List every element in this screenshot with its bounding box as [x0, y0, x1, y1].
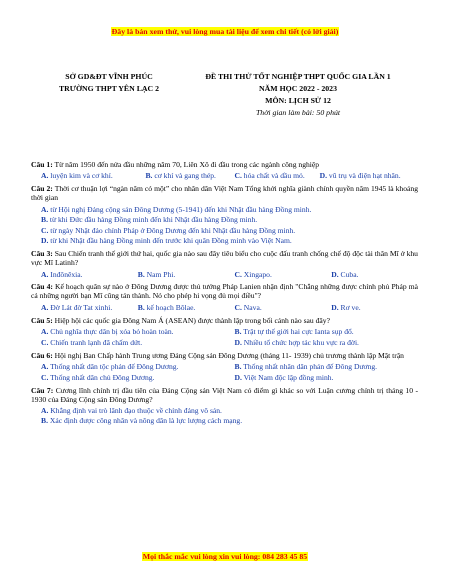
question-list [31, 161, 418, 430]
subject: MÔN: LỊCH SỬ 12 [265, 96, 331, 106]
option-text: Cuba. [340, 269, 359, 279]
question-label: Câu 2: [31, 184, 53, 194]
answer-option[interactable] [31, 237, 418, 246]
answer-option[interactable] [321, 304, 418, 313]
option-text: Khẳng định vai trò lãnh đạo thuộc về chính đảng vô sản. [50, 405, 222, 415]
answer-option[interactable] [31, 407, 418, 416]
answer-options [31, 363, 418, 384]
answer-option[interactable] [225, 328, 419, 337]
option-letter: D. [234, 337, 242, 347]
question [31, 161, 418, 170]
question [31, 250, 418, 268]
header-left [34, 71, 184, 95]
answer-option[interactable] [31, 271, 128, 280]
question-text: Thời cơ thuận lợi “ngàn năm có một” cho nhân dân Việt Nam Tổng khởi nghĩa giành chính quyền năm 1945 là khoảng thời gian [31, 184, 418, 203]
answer-option[interactable] [225, 339, 419, 348]
option-letter: A. [41, 204, 49, 214]
school-year: NĂM HỌC 2022 - 2023 [259, 84, 337, 94]
answer-options [31, 271, 418, 281]
option-text: từ khi Nhật đầu hàng Đồng minh đến trước khi quân Đồng minh vào Việt Nam. [50, 236, 292, 246]
answer-option[interactable] [31, 216, 418, 225]
question [31, 352, 418, 361]
question [31, 185, 418, 203]
question-label: Câu 3: [31, 249, 53, 259]
option-letter: B. [234, 327, 242, 337]
question-text: Từ năm 1950 đến nửa đầu những năm 70, Liên Xô đi đầu trong các ngành công nghiệp [54, 160, 320, 169]
question-label: Câu 7: [31, 385, 54, 395]
answer-option[interactable] [31, 172, 135, 181]
option-letter: A. [41, 362, 49, 372]
question-text: Hiệp hội các quốc gia Đông Nam Á (ASEAN) được thành lập trong bối cảnh nào sau đây? [54, 315, 330, 325]
answer-option[interactable] [135, 172, 224, 181]
option-text: Thống nhất dân tộc phản đế Đông Dương. [50, 362, 179, 372]
answer-option[interactable] [128, 304, 225, 313]
preview-banner-text: Đây là bản xem thử, vui lòng mua tài liệu để xem chi tiết (có lời giải) [111, 27, 339, 36]
answer-option[interactable] [225, 304, 322, 313]
question-label: Câu 5: [31, 315, 53, 325]
option-letter: A. [41, 269, 49, 279]
option-text: Nam Phi. [146, 269, 176, 279]
option-text: kế hoạch Bôlae. [146, 302, 196, 312]
answer-options [31, 328, 418, 349]
answer-option[interactable] [128, 271, 225, 280]
question-label: Câu 6: [31, 350, 53, 360]
answer-option[interactable] [310, 172, 418, 181]
answer-option[interactable] [31, 227, 418, 236]
question-label: Câu 4: [31, 282, 53, 292]
option-letter: D. [319, 171, 327, 181]
question [31, 283, 418, 301]
question-text: Cương lĩnh chính trị đầu tiên của Đảng Cộng sản Việt Nam có điểm gì khác so với Luận cương chính trị tháng 10 - 1930 của Đảng Cộng sản Đông Dương? [31, 385, 418, 404]
option-text: Chiến tranh lạnh đã chấm dứt. [50, 337, 143, 347]
answer-option[interactable] [31, 339, 225, 348]
option-text: Việt Nam độc lập đồng minh. [243, 372, 334, 382]
option-letter: B. [137, 269, 145, 279]
answer-option[interactable] [31, 363, 225, 372]
option-text: Inđônêxia. [50, 269, 83, 279]
school-name: TRƯỜNG THPT YÊN LẠC 2 [58, 84, 160, 94]
contact-banner-text: Mọi thắc mắc vui lòng xin vui lòng: 084 283 45 85 [142, 552, 308, 561]
option-letter: A. [41, 171, 49, 181]
option-text: Xingapo. [243, 269, 272, 279]
answer-options [31, 172, 418, 182]
option-letter: B. [41, 416, 48, 426]
header-right [178, 71, 418, 119]
option-letter: B. [41, 215, 48, 225]
time-allowed: Thời gian làm bài: 50 phút [255, 108, 341, 118]
option-text: Chủ nghĩa thực dân bị xóa bỏ hoàn toàn. [50, 327, 174, 337]
option-text: vũ trụ và điện hạt nhân. [328, 171, 401, 181]
preview-banner [0, 27, 450, 36]
question-text: Sau Chiến tranh thế giới thứ hai, quốc gia nào sau đây tiêu biểu cho cuộc đấu tranh chống chế độ độc tài thân Mĩ ở khu vực Mĩ Latinh? [31, 249, 418, 268]
option-letter: A. [41, 302, 49, 312]
answer-option[interactable] [31, 206, 418, 215]
option-letter: C. [234, 302, 242, 312]
question-text: Kế hoạch quân sự nào ở Đông Dương được thủ tướng Pháp Lanien nhận định "Chẳng những được chính phủ Pháp mà cả những người bạn Mĩ cũng tán thành. Nó cho phép hi vọng đủ mọi điều"? [31, 282, 418, 301]
question-text: Hội nghị Ban Chấp hành Trung ương Đảng Cộng sản Đông Dương (tháng 11- 1939) chủ trương thành lập Mặt trận [54, 350, 404, 360]
answer-option[interactable] [225, 374, 419, 383]
option-letter: C. [234, 171, 242, 181]
answer-option[interactable] [224, 172, 309, 181]
option-text: hóa chất và dầu mỏ. [243, 171, 305, 181]
answer-option[interactable] [225, 271, 322, 280]
option-letter: D. [331, 269, 339, 279]
option-text: từ khi Đức đầu hàng Đồng minh đến khi Nhật đầu hàng Đồng minh. [49, 215, 258, 225]
option-letter: D. [331, 302, 339, 312]
answer-options [31, 304, 418, 314]
org-name: SỞ GD&ĐT VĨNH PHÚC [65, 72, 153, 81]
answer-options [31, 206, 418, 248]
option-letter: C. [234, 269, 242, 279]
option-letter: B. [137, 302, 145, 312]
option-letter: C. [41, 225, 49, 235]
option-text: Thống nhất dân chủ Đông Dương. [50, 372, 155, 382]
option-text: Đờ Lát đờ Tat xinhi. [50, 302, 113, 312]
answer-options [31, 407, 418, 428]
option-letter: C. [41, 337, 49, 347]
contact-banner [0, 552, 450, 561]
answer-option[interactable] [31, 374, 225, 383]
option-text: Thống nhất nhân dân phản đế Đông Dương. [243, 362, 378, 372]
option-letter: C. [41, 372, 49, 382]
option-text: luyện kim và cơ khí. [50, 171, 113, 181]
option-letter: D. [41, 236, 49, 246]
exam-title: ĐỀ THI THỬ TỐT NGHIỆP THPT QUỐC GIA LẦN 1 [205, 72, 391, 81]
option-letter: A. [41, 405, 49, 415]
answer-option[interactable] [31, 304, 128, 313]
answer-option[interactable] [225, 363, 419, 372]
option-letter: A. [41, 327, 49, 337]
option-letter: B. [234, 362, 242, 372]
option-text: Xác định được công nhân và nông dân là lực lượng cách mạng. [49, 416, 243, 426]
option-text: Nhiều tổ chức hợp tác khu vực ra đời. [243, 337, 359, 347]
option-text: cơ khí và gang thép. [154, 171, 216, 181]
option-text: từ ngày Nhật đảo chính Pháp ở Đông Dương đến khi Nhật đầu hàng Đồng minh. [50, 225, 296, 235]
answer-option[interactable] [31, 417, 418, 426]
option-letter: D. [234, 372, 242, 382]
question-label: Câu 1: [31, 160, 53, 169]
question [31, 317, 418, 326]
option-text: Trật tự thế giới hai cực Ianta sụp đổ. [243, 327, 354, 337]
option-letter: B. [145, 171, 153, 181]
answer-option[interactable] [31, 328, 225, 337]
answer-option[interactable] [321, 271, 418, 280]
option-text: Rơ ve. [340, 302, 361, 312]
option-text: Nava. [243, 302, 262, 312]
option-text: từ Hội nghị Đảng cộng sản Đông Dương (5-1941) đến khi Nhật đầu hàng Đồng minh. [50, 204, 312, 214]
question [31, 387, 418, 405]
